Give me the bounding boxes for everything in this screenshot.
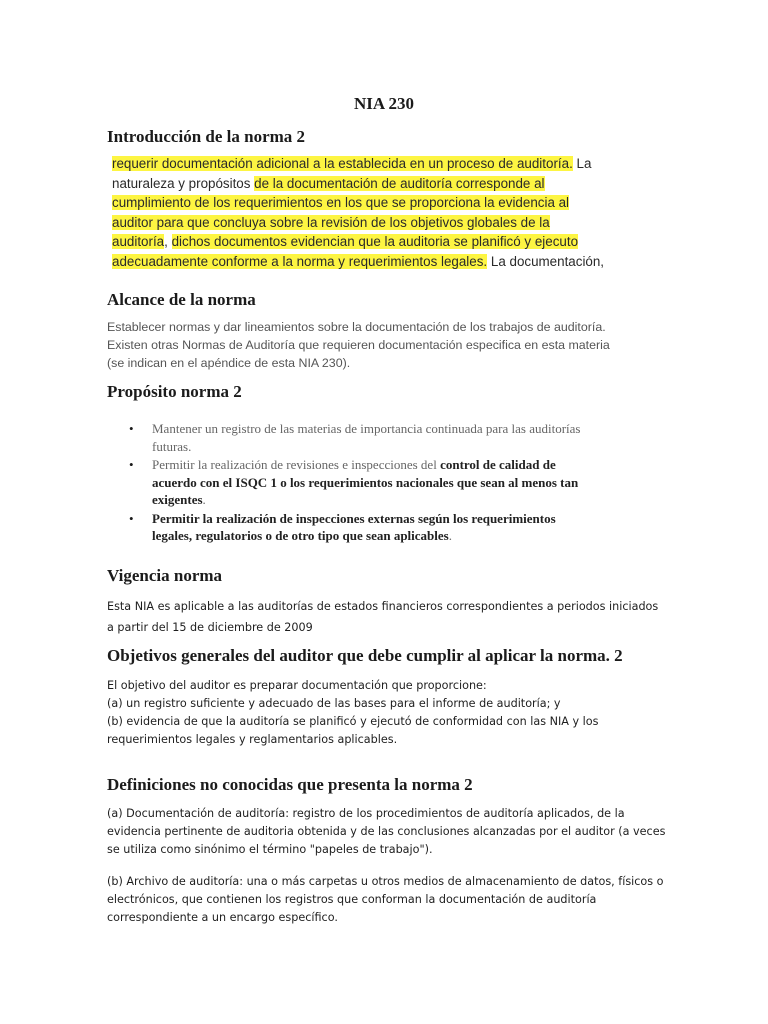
- definiciones-heading: Definiciones no conocidas que presenta la norma 2: [107, 775, 473, 794]
- paragraph-line: Establecer normas y dar lineamientos sobre la documentación de los trabajos de auditoría.: [107, 320, 606, 334]
- highlighted-text: auditoría: [112, 234, 165, 249]
- objetivos-heading: Objetivos generales del auditor que debe cumplir al aplicar la norma. 2: [107, 646, 623, 665]
- paragraph-line: se utiliza como sinónimo el término "papeles de trabajo").: [107, 843, 433, 856]
- alcance-paragraph: [107, 318, 667, 372]
- intro-line: [112, 154, 632, 174]
- item-bold-text: acuerdo con el ISQC 1 o los requerimientos nacionales que sean al menos tan: [152, 474, 579, 490]
- highlighted-text: requerir documentación adicional a la establecida en un proceso de auditoría.: [112, 156, 573, 171]
- plain-text: La: [572, 156, 592, 171]
- paragraph-line: requerimientos legales y reglamentarios aplicables.: [107, 733, 398, 746]
- item-bold-text: control de calidad de: [440, 457, 556, 472]
- intro-line: [112, 174, 632, 194]
- proposito-heading: Propósito norma 2: [107, 382, 242, 401]
- paragraph-line: (b) evidencia de que la auditoría se planificó y ejecutó de conformidad con las NIA y los: [107, 715, 599, 728]
- item-bold-text: exigentes: [152, 492, 203, 507]
- item-bold-text: Permitir la realización de inspecciones externas según los requerimientos: [152, 510, 556, 526]
- paragraph-line: (se indican en el apéndice de esta NIA 230).: [107, 356, 351, 370]
- item-text: .: [448, 528, 452, 543]
- paragraph-line: El objetivo del auditor es preparar documentación que proporcione:: [107, 679, 487, 692]
- plain-text: ,: [164, 234, 172, 249]
- bullet-icon: •: [129, 457, 134, 472]
- paragraph-line: Esta NIA es aplicable a las auditorías de estados financieros correspondientes a periodos iniciados: [107, 600, 659, 613]
- paragraph-line: (a) un registro suficiente y adecuado de las bases para el informe de auditoría; y: [107, 697, 561, 710]
- highlighted-text: auditor para que concluya sobre la revisión de los objetivos globales de la: [112, 214, 550, 230]
- objetivos-paragraph: [107, 677, 687, 749]
- highlighted-text: adecuadamente conforme a la norma y requerimientos legales.: [112, 253, 488, 269]
- list-item: [107, 510, 687, 545]
- intro-line: [112, 193, 632, 213]
- item-text: Permitir la realización de revisiones e inspecciones del: [152, 457, 441, 472]
- proposito-list: [107, 420, 687, 546]
- highlighted-text: cumplimiento de los requerimientos en los que se proporciona la evidencia al: [112, 195, 570, 210]
- paragraph-line: (b) Archivo de auditoría: una o más carpetas u otros medios de almacenamiento de datos, físicos o: [107, 875, 664, 888]
- vigencia-heading: Vigencia norma: [107, 566, 223, 585]
- item-text: .: [202, 492, 206, 507]
- intro-line: [112, 232, 632, 252]
- page-title: NIA 230: [354, 94, 414, 113]
- alcance-heading: Alcance de la norma: [107, 290, 256, 309]
- paragraph-line: a partir del 15 de diciembre de 2009: [107, 621, 313, 634]
- intro-line: [112, 213, 632, 233]
- item-text: futuras.: [152, 438, 192, 454]
- intro-highlighted-excerpt: [112, 154, 632, 271]
- item-bold-text: legales, regulatorios o de otro tipo que sean aplicables: [152, 528, 449, 543]
- plain-text: naturaleza y propósitos: [112, 175, 255, 191]
- item-text: Mantener un registro de las materias de importancia continuada para las auditorías: [152, 421, 581, 436]
- intro-heading: Introducción de la norma 2: [107, 127, 306, 146]
- bullet-icon: •: [129, 510, 134, 526]
- definicion-a-paragraph: [107, 805, 687, 859]
- bullet-icon: •: [129, 421, 134, 436]
- paragraph-line: (a) Documentación de auditoría: registro de los procedimientos de auditoría aplicados, de la: [107, 807, 625, 820]
- paragraph-line: electrónicos, que contienen los registros que conforman la documentación de auditoría: [107, 893, 597, 906]
- paragraph-line: correspondiente a un encargo específico.: [107, 911, 338, 924]
- intro-line: [112, 252, 632, 272]
- vigencia-paragraph: [107, 596, 687, 638]
- paragraph-line: Existen otras Normas de Auditoría que requieren documentación especifica en esta materia: [107, 338, 610, 352]
- definicion-b-paragraph: [107, 873, 687, 927]
- highlighted-text: de la documentación de auditoría corresponde al: [254, 175, 545, 191]
- plain-text: La documentación,: [487, 253, 605, 269]
- paragraph-line: evidencia pertinente de auditoria obtenida y de las conclusiones alcanzadas por el auditor (a veces: [107, 825, 666, 838]
- list-item: [107, 420, 687, 455]
- list-item: [107, 456, 687, 509]
- highlighted-text: dichos documentos evidencian que la auditoria se planificó y ejecuto: [171, 234, 579, 249]
